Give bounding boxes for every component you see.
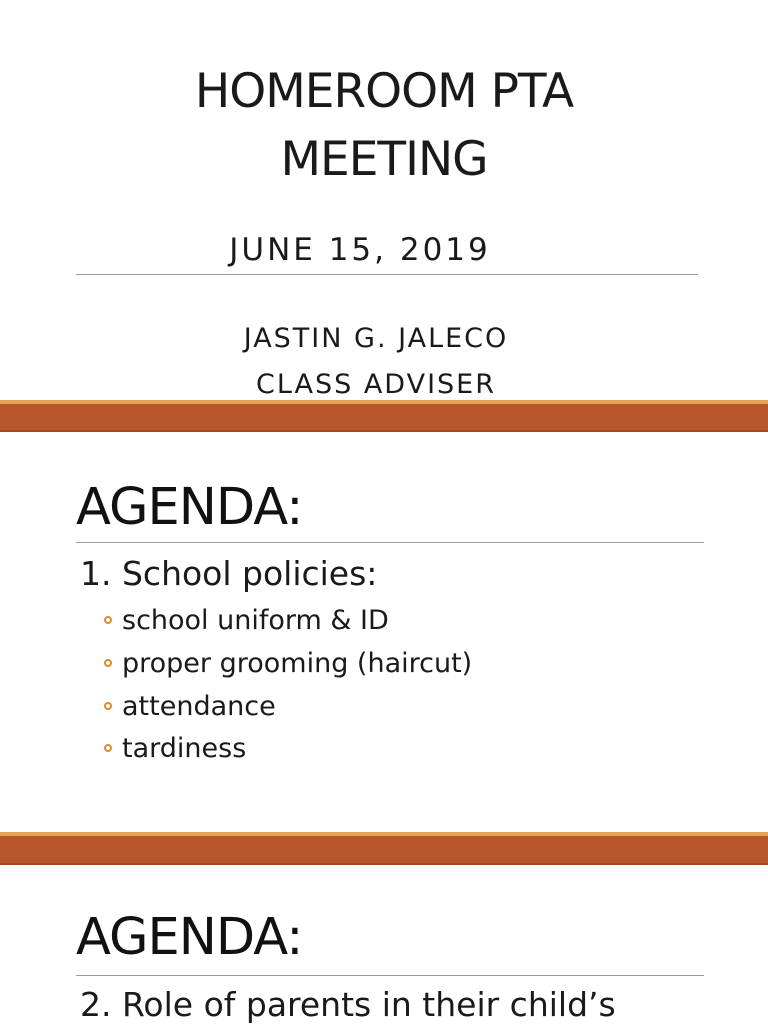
agenda-slide-2 (0, 865, 768, 1024)
slide-separator-band (0, 400, 768, 432)
agenda-heading: AGENDA: (76, 478, 303, 537)
author-role: CLASS ADVISER (255, 369, 497, 400)
circle-bullet-icon (104, 659, 112, 667)
list-item (104, 602, 389, 638)
agenda-item-school-policies: 1. School policies: (80, 554, 378, 593)
title-divider-rule (76, 274, 698, 275)
list-item-label: proper grooming (haircut) (122, 647, 473, 679)
list-item-label: tardiness (122, 732, 247, 764)
agenda-slide-1 (0, 432, 768, 832)
band-highlight-stripe (0, 832, 768, 836)
agenda-heading: AGENDA: (76, 908, 303, 967)
title-slide (0, 0, 768, 400)
list-item-label: attendance (122, 690, 276, 722)
list-item-label: school uniform & ID (122, 604, 389, 636)
author-name: JASTIN G. JALECO (243, 323, 509, 354)
slide-title-line-1: HOMEROOM PTA (194, 64, 574, 119)
slide-separator-band (0, 832, 768, 865)
circle-bullet-icon (104, 744, 112, 752)
circle-bullet-icon (104, 702, 112, 710)
list-item (104, 730, 246, 766)
list-item (104, 645, 472, 681)
circle-bullet-icon (104, 616, 112, 624)
agenda-heading-rule (76, 975, 704, 976)
agenda-heading-rule (76, 542, 704, 543)
band-highlight-stripe (0, 400, 768, 404)
meeting-date: JUNE 15, 2019 (229, 232, 491, 268)
agenda-item-role-of-parents: 2. Role of parents in their child’s (80, 985, 616, 1024)
slide-title-line-2: MEETING (280, 132, 488, 187)
list-item (104, 688, 276, 724)
